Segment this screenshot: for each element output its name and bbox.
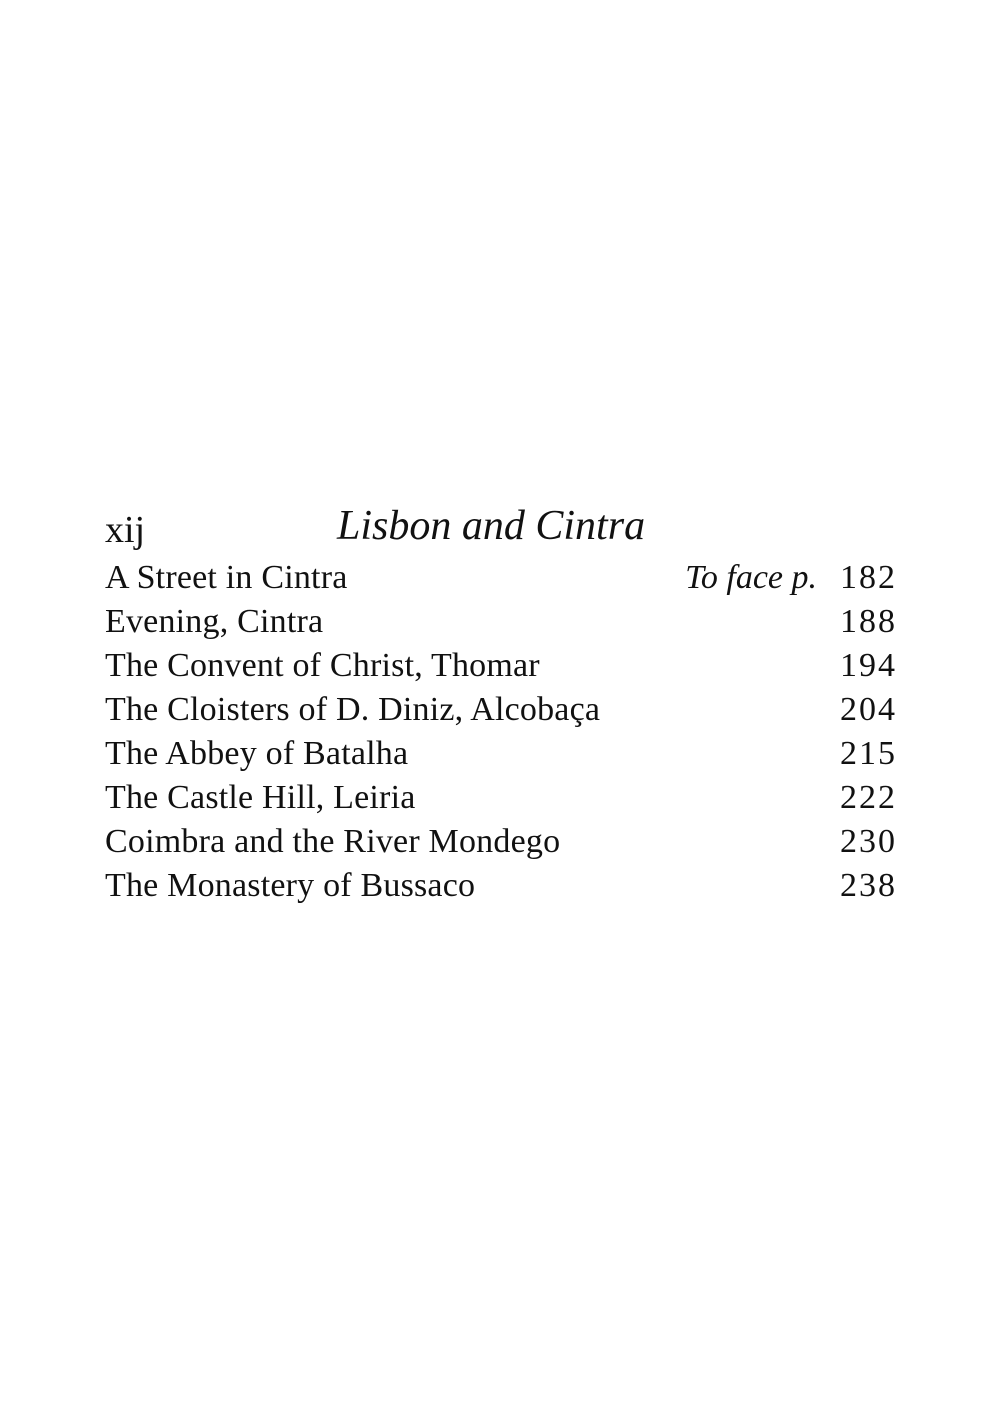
page-number: xij	[105, 509, 146, 551]
list-item	[105, 688, 897, 732]
plate-title: Coimbra and the River Mondego	[105, 823, 561, 860]
plate-page-number: 230	[840, 823, 897, 860]
plate-page-number: 182	[840, 559, 897, 596]
plate-page-number: 194	[840, 647, 897, 684]
plate-title: The Abbey of Batalha	[105, 735, 409, 772]
plate-title: The Castle Hill, Leiria	[105, 779, 416, 816]
running-title: Lisbon and Cintra	[337, 503, 646, 549]
list-item	[105, 644, 897, 688]
plate-page-number: 188	[840, 603, 897, 640]
to-face-label: To face p.	[685, 559, 817, 596]
plate-title: Evening, Cintra	[105, 603, 324, 640]
plate-page-number: 238	[840, 867, 897, 904]
running-header	[105, 500, 905, 560]
plate-title: A Street in Cintra	[105, 559, 348, 596]
list-item	[105, 556, 897, 600]
plate-page-number: 204	[840, 691, 897, 728]
plate-title: The Convent of Christ, Thomar	[105, 647, 540, 684]
list-item	[105, 864, 897, 908]
plate-page-number: 215	[840, 735, 897, 772]
plate-title: The Monastery of Bussaco	[105, 867, 476, 904]
list-item	[105, 820, 897, 864]
plate-title: The Cloisters of D. Diniz, Alcobaça	[105, 691, 601, 728]
plate-page-number: 222	[840, 779, 897, 816]
list-item	[105, 600, 897, 644]
list-of-plates	[105, 556, 897, 908]
list-item	[105, 776, 897, 820]
list-item	[105, 732, 897, 776]
